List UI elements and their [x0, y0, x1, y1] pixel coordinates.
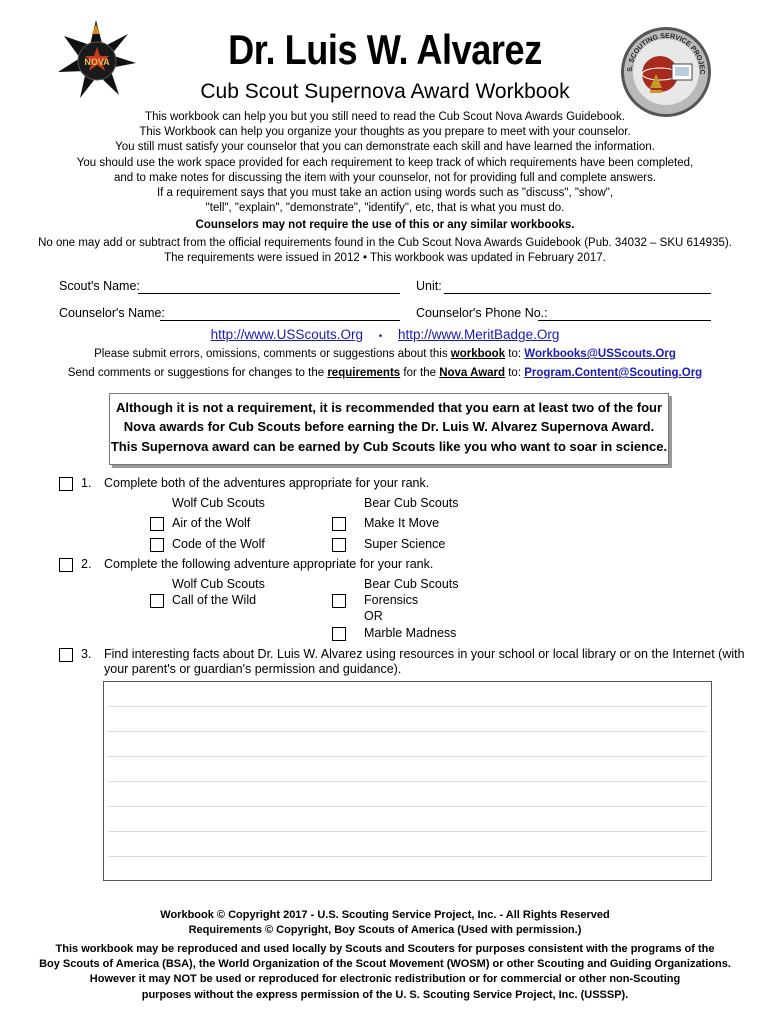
intro-line: You should use the work space provided for each requirement to keep track of which requirements have been completed,	[76, 156, 694, 169]
unit-label: Unit:	[416, 279, 442, 293]
copyright-footer	[0, 908, 770, 938]
make-it-move-label: Make It Move	[364, 516, 440, 530]
answer-line	[108, 831, 707, 832]
make-it-move-checkbox[interactable]	[332, 517, 346, 531]
answer-line	[108, 856, 707, 857]
answer-line	[108, 781, 707, 782]
req-3-checkbox[interactable]	[59, 648, 73, 662]
code-of-the-wolf-checkbox[interactable]	[150, 538, 164, 552]
footer-line: However it may NOT be used or reproduced for electronic redistribution or for commercial or other non-Scouting	[89, 973, 681, 986]
req-1-number: 1.	[81, 476, 92, 490]
req-2-checkbox[interactable]	[59, 558, 73, 572]
program-content-email-link[interactable]: Program.Content@Scouting.Org	[524, 367, 703, 379]
call-of-the-wild-label: Call of the Wild	[172, 593, 257, 607]
bear-header: Bear Cub Scouts	[364, 577, 459, 591]
counselor-phone-field[interactable]	[538, 320, 711, 321]
footer-line: Requirements © Copyright, Boy Scouts of America (Used with permission.)	[188, 924, 582, 937]
wolf-header: Wolf Cub Scouts	[172, 577, 265, 591]
page-title: Dr. Luis W. Alvarez	[228, 26, 542, 73]
forensics-label: Forensics	[364, 593, 419, 607]
wolf-header: Wolf Cub Scouts	[172, 496, 265, 510]
marble-madness-checkbox[interactable]	[332, 627, 346, 641]
answer-line	[108, 706, 707, 707]
send-comments-line: Send comments or suggestions for changes to the requirements for the Nova Award to: Program.Content@Scouting.Org	[67, 367, 703, 379]
req-3-number: 3.	[81, 647, 92, 661]
workbooks-email-link[interactable]: Workbooks@USScouts.Org	[524, 348, 676, 360]
meritbadge-link[interactable]: http://www.MeritBadge.Org	[398, 327, 560, 342]
svg-text:U.S. SCOUTING SERVICE PROJECT: S. SCOUTING SERVICE PROJEC	[626, 32, 706, 75]
intro-line: and to make notes for discussing the item with your counselor, not for providing full and complete answers.	[113, 171, 657, 184]
answer-box[interactable]	[103, 681, 712, 881]
air-of-the-wolf-checkbox[interactable]	[150, 517, 164, 531]
marble-madness-label: Marble Madness	[364, 626, 457, 640]
req-3-text: your parent's or guardian's permission and guidance).	[104, 662, 402, 676]
super-science-checkbox[interactable]	[332, 538, 346, 552]
code-of-the-wolf-label: Code of the Wolf	[172, 537, 265, 551]
counselor-phone-label: Counselor's Phone No.:	[416, 306, 548, 320]
call-of-the-wild-checkbox[interactable]	[150, 594, 164, 608]
intro-line: "tell", "explain", "demonstrate", "identify", etc, that is what you must do.	[205, 202, 565, 215]
requirements-note: No one may add or subtract from the official requirements found in the Cub Scout Nova Awards Guidebook (Pub. 34032 – SKU 614935).	[38, 237, 732, 249]
callout-line: Nova awards for Cub Scouts before earning the Dr. Luis W. Alvarez Supernova Award.	[123, 419, 655, 434]
callout-line: Although it is not a requirement, it is recommended that you earn at least two of the four	[115, 400, 663, 415]
footer-line: Boy Scouts of America (BSA), the World Organization of the Scout Movement (WOSM) or other Scouting and Guiding Organizations.	[39, 958, 731, 971]
or-label: OR	[364, 609, 383, 623]
req-3-text: Find interesting facts about Dr. Luis W. Alvarez using resources in your school or local library or on the Internet (with	[104, 647, 745, 661]
req-1-checkbox[interactable]	[59, 477, 73, 491]
footer-line: purposes without the express permission of the U. S. Scouting Service Project, Inc. (USSSP).	[141, 988, 629, 1001]
req-1-text: Complete both of the adventures appropriate for your rank.	[104, 476, 430, 490]
submit-errors-line: Please submit errors, omissions, comments or suggestions about this workbook to: Workbooks@USScouts.Org	[94, 348, 676, 360]
recommendation-callout	[109, 393, 669, 465]
svg-text:NOVA: NOVA	[84, 57, 110, 67]
intro-line: You still must satisfy your counselor that you can demonstrate each skill and have learned the information.	[115, 141, 655, 154]
req-2-text: Complete the following adventure appropriate for your rank.	[104, 557, 434, 571]
super-science-label: Super Science	[364, 537, 446, 551]
website-links	[0, 327, 770, 342]
intro-line: This workbook can help you but you still need to read the Cub Scout Nova Awards Guidebook.	[145, 111, 625, 123]
page-subtitle: Cub Scout Supernova Award Workbook	[200, 80, 570, 103]
updated-note: The requirements were issued in 2012 • This workbook was updated in February 2017.	[164, 252, 606, 264]
scout-name-field[interactable]	[138, 293, 400, 294]
usscouts-link[interactable]: http://www.USScouts.Org	[210, 327, 363, 342]
intro-line: If a requirement says that you must take an action using words such as "discuss", "show",	[156, 187, 614, 200]
req-2-number: 2.	[81, 557, 92, 571]
usage-footer	[0, 942, 770, 1003]
counselor-name-label: Counselor's Name:	[59, 306, 165, 320]
bear-header: Bear Cub Scouts	[364, 496, 459, 510]
air-of-the-wolf-label: Air of the Wolf	[172, 516, 251, 530]
counselor-note: Counselors may not require the use of this or any similar workbooks.	[195, 219, 575, 231]
scout-name-label: Scout's Name:	[59, 279, 140, 293]
intro-text	[0, 110, 770, 216]
footer-line: This workbook may be reproduced and used locally by Scouts and Scouters for purposes consistent with the programs of the	[55, 943, 715, 955]
footer-line: Workbook © Copyright 2017 - U.S. Scouting Service Project, Inc. - All Rights Reserved	[160, 909, 610, 921]
answer-line	[108, 806, 707, 807]
intro-line: This Workbook can help you organize your thoughts as you prepare to meet with your counselor.	[139, 126, 631, 139]
forensics-checkbox[interactable]	[332, 594, 346, 608]
callout-line: This Supernova award can be earned by Cub Scouts like you who want to soar in science.	[110, 439, 668, 454]
answer-line	[108, 756, 707, 757]
counselor-name-field[interactable]	[160, 320, 400, 321]
answer-line	[108, 731, 707, 732]
unit-field[interactable]	[444, 293, 711, 294]
link-separator: •	[378, 331, 383, 342]
